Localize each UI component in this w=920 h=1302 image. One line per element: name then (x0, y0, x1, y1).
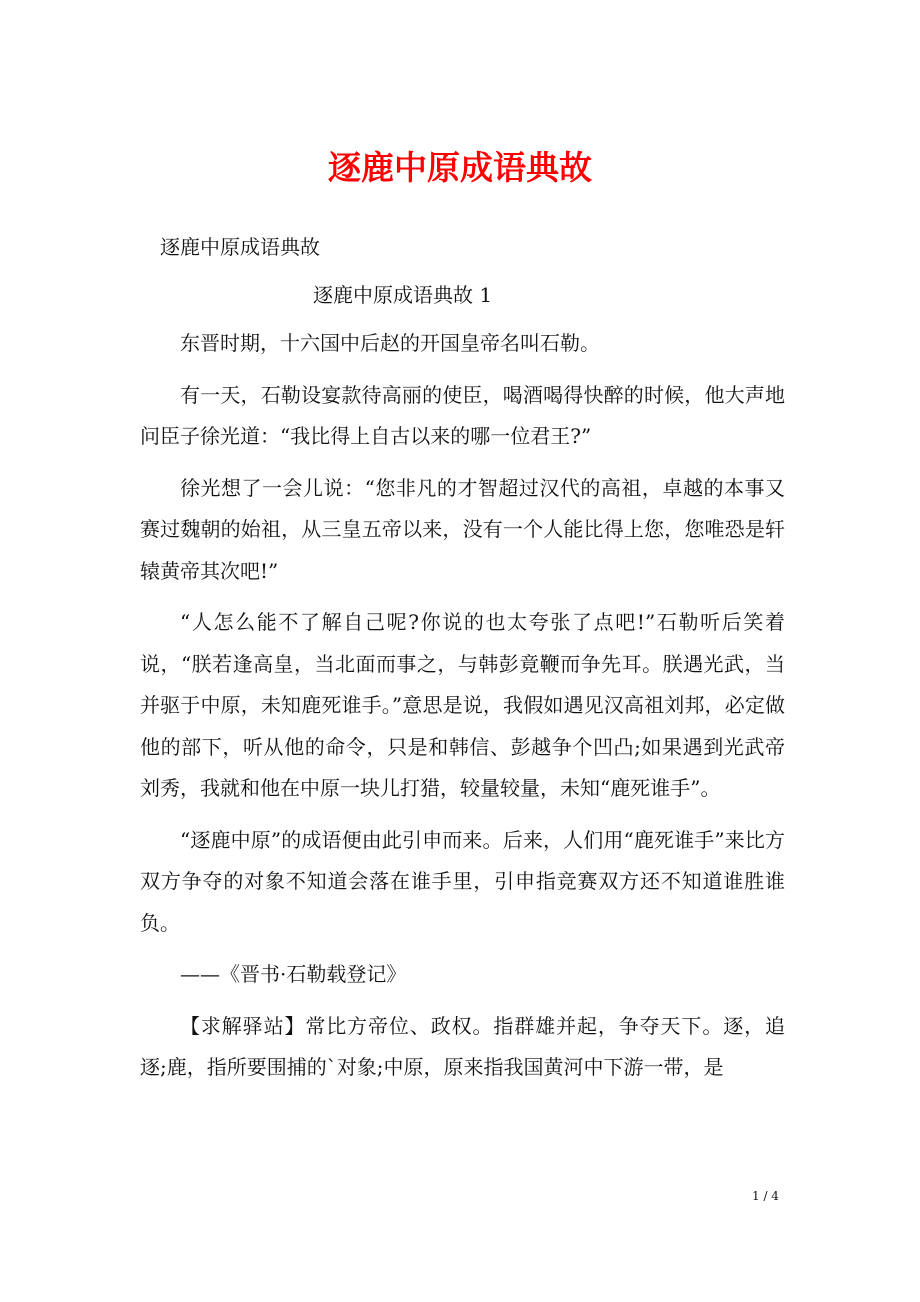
document-subtitle: 逐鹿中原成语典故 (160, 235, 320, 259)
article-body (140, 323, 785, 1099)
paragraph: 有一天，石勒设宴款待高丽的使臣，喝酒喝得快醉的时候，他大声地问臣子徐光道：“我比得上自古以来的哪一位君王?” (140, 382, 785, 448)
paragraph: “人怎么能不了解自己呢?你说的也太夸张了点吧!”石勒听后笑着说，“朕若逢高皇，当北面而事之，与韩彭竟鞭而争先耳。朕遇光武，当并驱于中原，未知鹿死谁手。”意思是说，我假如遇见汉高祖刘邦，必定做他的部下，听从他的命令，只是和韩信、彭越争个凹凸;如果遇到光武帝刘秀，我就和他在中原一块儿打猎，较量较量，未知“鹿死谁手”。 (140, 610, 785, 800)
page-number: 1 / 4 (752, 1189, 779, 1203)
page-title: 逐鹿中原成语典故 (328, 148, 592, 187)
paragraph: “逐鹿中原”的成语便由此引申而来。后来，人们用“鹿死谁手”来比方双方争夺的对象不知道会落在谁手里，引申指竞赛双方还不知道谁胜谁负。 (140, 827, 785, 935)
paragraph: 徐光想了一会儿说：“您非凡的才智超过汉代的高祖，卓越的本事又赛过魏朝的始祖，从三皇五帝以来，没有一个人能比得上您，您唯恐是轩辕黄帝其次吧!” (140, 475, 785, 583)
paragraph: 东晋时期，十六国中后赵的开国皇帝名叫石勒。 (180, 331, 600, 355)
section-heading: 逐鹿中原成语典故 1 (313, 283, 493, 307)
source-citation: ——《晋书·石勒载登记》 (180, 962, 407, 986)
paragraph: 【求解驿站】常比方帝位、政权。指群雄并起，争夺天下。逐，追逐;鹿，指所要围捕的`对象;中原，原来指我国黄河中下游一带，是 (140, 1013, 785, 1079)
